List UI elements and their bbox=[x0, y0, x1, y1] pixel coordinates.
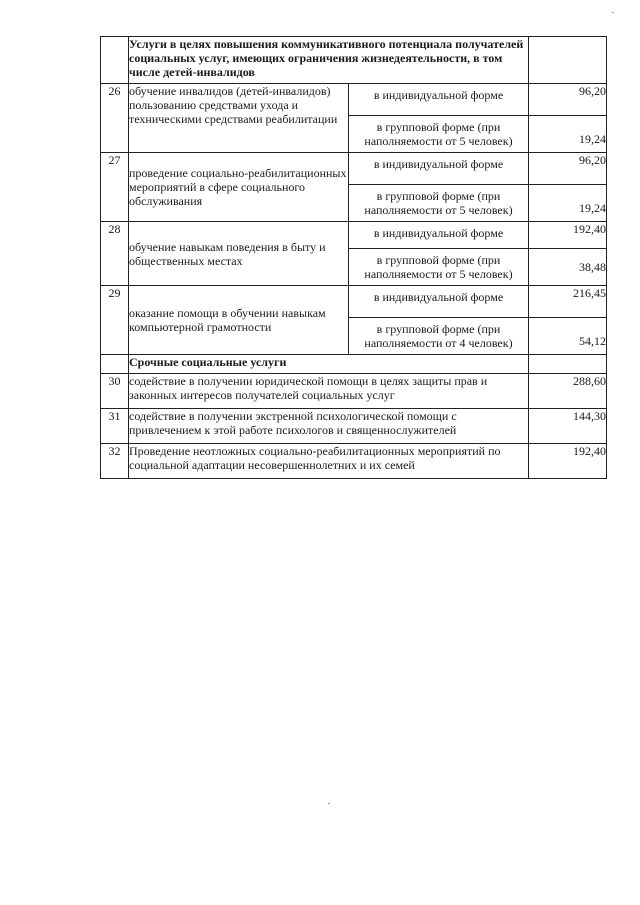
service-name: оказание помощи в обучении навыкам компьютерной грамотности bbox=[129, 286, 349, 355]
price: 144,30 bbox=[529, 409, 607, 444]
price-individual: 96,20 bbox=[529, 153, 607, 185]
form-group: в групповой форме (при наполняемости от 5 человек) bbox=[349, 249, 529, 286]
table-row-27-individual bbox=[101, 153, 607, 185]
table-row-28-individual bbox=[101, 222, 607, 249]
section-row-urgent bbox=[101, 355, 607, 374]
scan-speck bbox=[612, 12, 614, 13]
price: 192,40 bbox=[529, 444, 607, 479]
row-number: 29 bbox=[101, 286, 129, 355]
row-number: 31 bbox=[101, 409, 129, 444]
table-row-31 bbox=[101, 409, 607, 444]
form-group: в групповой форме (при наполняемости от 5 человек) bbox=[349, 185, 529, 222]
table-row-32 bbox=[101, 444, 607, 479]
form-group: в групповой форме (при наполняемости от 5 человек) bbox=[349, 116, 529, 153]
price-group: 54,12 bbox=[529, 318, 607, 355]
table-row-30 bbox=[101, 374, 607, 409]
service-name: содействие в получении юридической помощи в целях защиты прав и законных интересов получателей социальных услуг bbox=[129, 374, 529, 409]
price-individual: 216,45 bbox=[529, 286, 607, 318]
price-group: 19,24 bbox=[529, 116, 607, 153]
table-row-26-individual bbox=[101, 84, 607, 116]
section-title-urgent: Срочные социальные услуги bbox=[129, 355, 529, 374]
price-individual: 192,40 bbox=[529, 222, 607, 249]
form-individual: в индивидуальной форме bbox=[349, 222, 529, 249]
row-number: 27 bbox=[101, 153, 129, 222]
scan-speck bbox=[328, 803, 330, 804]
form-individual: в индивидуальной форме bbox=[349, 153, 529, 185]
table-cell-empty bbox=[529, 37, 607, 84]
form-individual: в индивидуальной форме bbox=[349, 286, 529, 318]
row-number: 32 bbox=[101, 444, 129, 479]
section-row-rehab bbox=[101, 37, 607, 84]
price-individual: 96,20 bbox=[529, 84, 607, 116]
price-group: 38,48 bbox=[529, 249, 607, 286]
table-row-29-individual bbox=[101, 286, 607, 318]
service-name: содействие в получении экстренной психологической помощи с привлечением к этой работе психологов и священнослужителей bbox=[129, 409, 529, 444]
table-cell-empty bbox=[101, 355, 129, 374]
service-name: обучение инвалидов (детей-инвалидов) пользованию средствами ухода и техническими средствами реабилитации bbox=[129, 84, 349, 153]
service-name: проведение социально-реабилитационных мероприятий в сфере социального обслуживания bbox=[129, 153, 349, 222]
row-number: 28 bbox=[101, 222, 129, 286]
row-number: 26 bbox=[101, 84, 129, 153]
table-cell-empty bbox=[529, 355, 607, 374]
form-group: в групповой форме (при наполняемости от 4 человек) bbox=[349, 318, 529, 355]
row-number: 30 bbox=[101, 374, 129, 409]
section-title-rehab: Услуги в целях повышения коммуникативного потенциала получателей социальных услуг, имеющих ограничения жизнедеятельности, в том числе детей-инвалидов bbox=[129, 37, 529, 84]
price: 288,60 bbox=[529, 374, 607, 409]
price-group: 19,24 bbox=[529, 185, 607, 222]
service-name: Проведение неотложных социально-реабилитационных мероприятий по социальной адаптации несовершеннолетних и их семей bbox=[129, 444, 529, 479]
table-cell-empty bbox=[101, 37, 129, 84]
service-name: обучение навыкам поведения в быту и общественных местах bbox=[129, 222, 349, 286]
form-individual: в индивидуальной форме bbox=[349, 84, 529, 116]
tariff-table bbox=[100, 36, 607, 479]
